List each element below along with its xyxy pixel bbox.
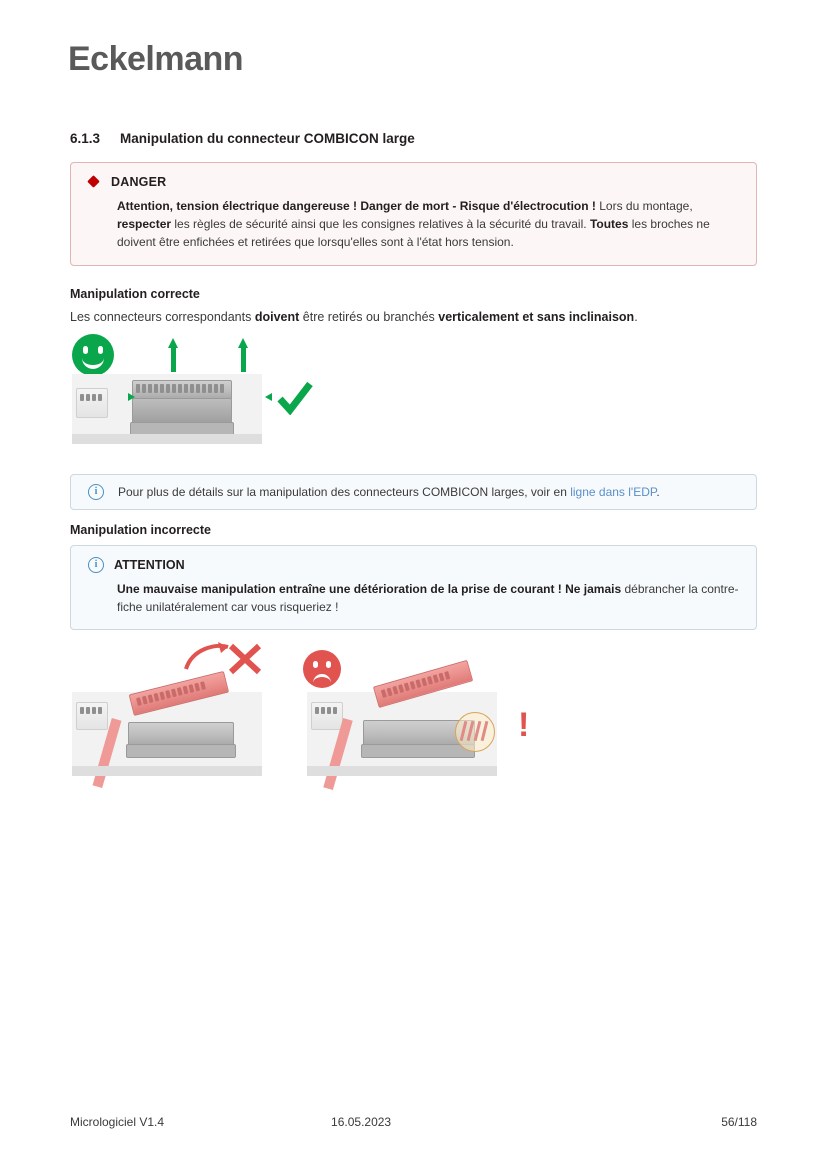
info-text-1: Pour plus de détails sur la manipulation des connecteurs COMBICON larges, voir en <box>118 485 571 499</box>
subheading-correct: Manipulation correcte <box>70 287 200 301</box>
info-text-2: . <box>656 485 660 499</box>
page-footer <box>70 1115 757 1129</box>
terminal-block-small <box>76 388 108 418</box>
attention-text: débrancher la contre-fiche unilatéralement car vous risqueriez ! <box>117 582 739 614</box>
section-number: 6.1.3 <box>70 131 101 146</box>
figure-correct-manipulation <box>72 374 262 444</box>
connector-top-pins <box>136 384 224 393</box>
danger-text-2: les règles de sécurité ainsi que les consignes relatives à la sécurité du travail. <box>171 217 590 231</box>
subheading-incorrect: Manipulation incorrecte <box>70 523 211 537</box>
attention-text-bold: Une mauvaise manipulation entraîne une détérioration de la prise de courant ! Ne jamais <box>117 582 622 596</box>
sad-face-icon <box>303 650 341 688</box>
arrow-curved-icon <box>182 641 234 673</box>
terminal-pins-small <box>315 707 337 714</box>
figure-ground <box>307 766 497 776</box>
green-check-icon <box>277 381 313 415</box>
attention-header <box>85 557 742 573</box>
terminal-pins-small <box>80 394 102 401</box>
damage-highlight-icon <box>455 712 495 752</box>
section-heading <box>70 131 415 146</box>
section-title: Manipulation du connecteur COMBICON large <box>120 131 415 146</box>
info-link[interactable]: ligne dans l'EDP <box>570 485 657 499</box>
company-logo: Eckelmann <box>68 40 244 78</box>
arrow-right-small-icon <box>128 393 135 401</box>
figure-incorrect-tilt <box>72 692 262 776</box>
danger-text-bold-1: Attention, tension électrique dangereuse ! Danger de mort - Risque d'électrocution ! <box>117 199 596 213</box>
arrow-left-small-icon <box>265 393 272 401</box>
red-cross-icon <box>228 643 262 675</box>
attention-label: ATTENTION <box>114 558 185 572</box>
connector-base <box>361 744 475 758</box>
danger-diamond-icon <box>88 176 101 189</box>
figure-ground <box>72 766 262 776</box>
figure-ground <box>72 434 262 444</box>
footer-center: 16.05.2023 <box>331 1115 392 1129</box>
info-text <box>118 485 660 499</box>
connector-lower-body <box>132 398 232 424</box>
correct-para-3: . <box>634 310 638 324</box>
danger-text <box>85 197 742 251</box>
connector-base <box>126 744 236 758</box>
connector-socket <box>128 722 234 746</box>
danger-text-3: les broches ne doivent être enfichées et retirées que lorsqu'elles sont à l'état hors tension. <box>117 217 710 249</box>
danger-label: DANGER <box>111 175 167 189</box>
attention-callout <box>70 545 757 630</box>
correct-para-1: Les connecteurs correspondants <box>70 310 255 324</box>
footer-left: Micrologiciel V1.4 <box>70 1115 165 1129</box>
correct-para-bold-1: doivent <box>254 310 300 324</box>
footer-page-number: 56/118 <box>721 1115 757 1129</box>
danger-header <box>85 175 742 189</box>
attention-text <box>85 580 742 616</box>
correct-para-bold-2: verticalement et sans inclinaison <box>438 310 635 324</box>
exclamation-mark-icon: ! <box>518 706 530 744</box>
terminal-pins-small <box>80 707 102 714</box>
danger-callout <box>70 162 757 266</box>
info-circle-icon: i <box>88 557 104 573</box>
info-callout <box>70 474 757 510</box>
correct-paragraph <box>70 309 638 327</box>
danger-text-bold-2: respecter <box>117 217 172 231</box>
happy-face-icon <box>72 334 114 376</box>
danger-text-bold-3: Toutes <box>589 217 629 231</box>
info-circle-icon: i <box>88 484 104 500</box>
danger-text-1: Lors du montage, <box>595 199 693 213</box>
correct-para-2: être retirés ou branchés <box>299 310 439 324</box>
